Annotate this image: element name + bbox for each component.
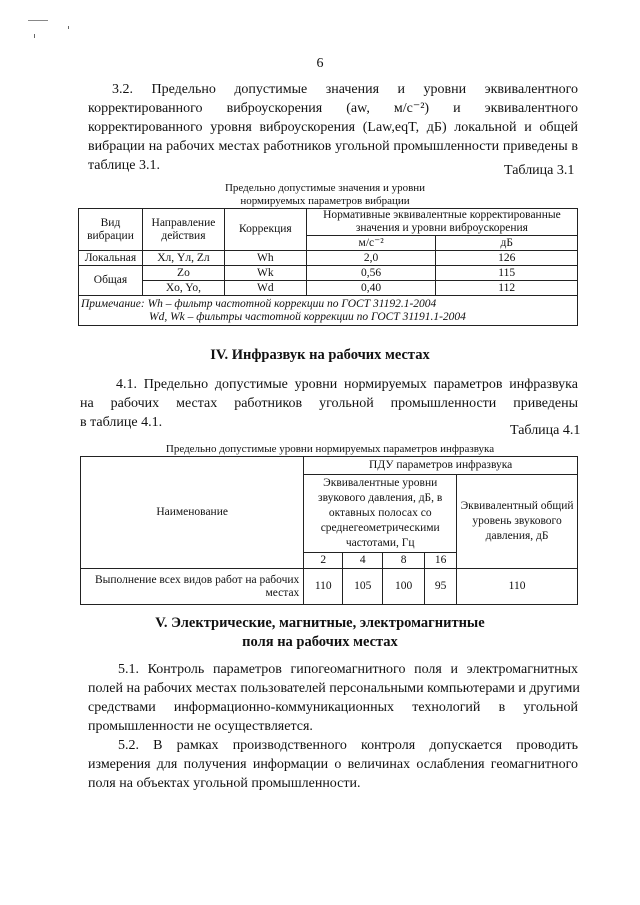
- scan-mark: [28, 20, 48, 21]
- infrasound-table: [80, 456, 578, 605]
- page-number: 6: [316, 56, 324, 71]
- header-cell: Эквивалентный общий уровень звукового давления, дБ: [457, 475, 578, 569]
- table-cell: Xл, Yл, Zл: [142, 251, 224, 266]
- paragraph-3-2: [88, 80, 578, 175]
- table-label: Таблица 3.1: [504, 163, 575, 178]
- text-line: 5.1. Контроль параметров гипогеомагнитного поля и электромагнитных: [118, 662, 578, 677]
- heading-line: V. Электрические, магнитные, электромагнитные: [155, 615, 485, 631]
- header-cell: Направление действия: [142, 209, 224, 251]
- table-caption: [160, 182, 490, 208]
- table-cell: Wk: [224, 266, 306, 281]
- section-heading: [0, 346, 640, 365]
- text-line: 3.2. Предельно допустимые значения и уровни эквивалентного: [112, 82, 578, 97]
- text-line: корректированного уровня виброускорения (Law,eqT, дБ) локальной и общей: [88, 120, 578, 135]
- text-line: на рабочих местах работников угольной промышленности приведены: [80, 396, 578, 411]
- table-row: [79, 251, 578, 266]
- text-line: поля на объектах угольной промышленности.: [88, 776, 361, 791]
- table-cell: 2,0: [306, 251, 436, 266]
- table-cell: Общая: [79, 266, 143, 296]
- header-cell: Наименование: [81, 457, 304, 569]
- header-cell: дБ: [436, 236, 578, 251]
- paragraph-5-2: [88, 736, 578, 793]
- text-line: 4.1. Предельно допустимые уровни нормируемых параметров инфразвука: [116, 377, 578, 392]
- text-line: таблице 3.1.: [88, 158, 160, 173]
- header-cell: 2: [304, 553, 343, 569]
- table-note-row: [79, 296, 578, 326]
- table-row: [81, 569, 578, 605]
- text-line: полей на рабочих местах пользователей персональными компьютерами и другими: [88, 681, 580, 696]
- table-cell: 100: [383, 569, 425, 605]
- note-line: Примечание: Wh – фильтр частотной коррекции по ГОСТ 31192.1-2004: [81, 297, 437, 310]
- table-cell: 0,40: [306, 281, 436, 296]
- text-line: промышленности не осуществляется.: [88, 719, 313, 734]
- caption-line: нормируемых параметров вибрации: [240, 195, 410, 207]
- header-cell: м/с⁻²: [306, 236, 436, 251]
- caption-line: Предельно допустимые уровни нормируемых параметров инфразвука: [165, 443, 495, 455]
- table-cell: 0,56: [306, 266, 436, 281]
- table-cell: 110: [304, 569, 343, 605]
- header-cell: Коррекция: [224, 209, 306, 251]
- table-cell: 95: [425, 569, 457, 605]
- table-cell: Xo, Yo,: [142, 281, 224, 296]
- table-cell: Wd: [224, 281, 306, 296]
- header-cell: 4: [343, 553, 383, 569]
- heading-text: IV. Инфразвук на рабочих местах: [210, 347, 430, 363]
- vibration-table: [78, 208, 578, 326]
- table-cell: Локальная: [79, 251, 143, 266]
- text-line: в таблице 4.1.: [80, 415, 163, 430]
- table-cell: 110: [457, 569, 578, 605]
- table-cell: Выполнение всех видов работ на рабочих местах: [81, 569, 304, 605]
- table-row: [79, 281, 578, 296]
- text-line: измерения для получения информации о величинах ослабления геомагнитного: [88, 757, 578, 772]
- section-heading: [0, 614, 640, 652]
- table-cell: 112: [436, 281, 578, 296]
- header-cell: Вид вибрации: [79, 209, 143, 251]
- text-line: корректированного виброускорения (aw, м/с⁻²) и эквивалентного: [88, 101, 578, 116]
- table-cell: 115: [436, 266, 578, 281]
- table-cell: 126: [436, 251, 578, 266]
- table-label: Таблица 4.1: [510, 423, 581, 438]
- table-caption: [100, 443, 560, 456]
- text-line: средствами информационно-коммуникационных технологий в угольной: [88, 700, 578, 715]
- header-cell: Эквивалентные уровни звукового давления, дБ, в октавных полосах со среднегеометрическими частотами, Гц: [304, 475, 457, 553]
- text-line: вибрации на рабочих местах работников угольной промышленности приведены в: [88, 139, 578, 154]
- header-cell: 8: [383, 553, 425, 569]
- heading-line: поля на рабочих местах: [242, 634, 398, 650]
- header-cell: 16: [425, 553, 457, 569]
- paragraph-4-1: [80, 375, 578, 432]
- header-cell: ПДУ параметров инфразвука: [304, 457, 578, 475]
- table-note: [79, 296, 578, 326]
- scan-mark: [34, 34, 35, 38]
- table-row: [79, 266, 578, 281]
- note-line: Wd, Wk – фильтры частотной коррекции по ГОСТ 31191.1-2004: [149, 310, 466, 323]
- table-cell: 105: [343, 569, 383, 605]
- scan-mark: [68, 26, 69, 29]
- text-line: 5.2. В рамках производственного контроля допускается проводить: [118, 738, 578, 753]
- table-cell: Zo: [142, 266, 224, 281]
- table-cell: Wh: [224, 251, 306, 266]
- header-cell: Нормативные эквивалентные корректированные значения и уровни виброускорения: [306, 209, 577, 236]
- caption-line: Предельно допустимые значения и уровни: [224, 182, 426, 194]
- paragraph-5-1: [88, 660, 578, 736]
